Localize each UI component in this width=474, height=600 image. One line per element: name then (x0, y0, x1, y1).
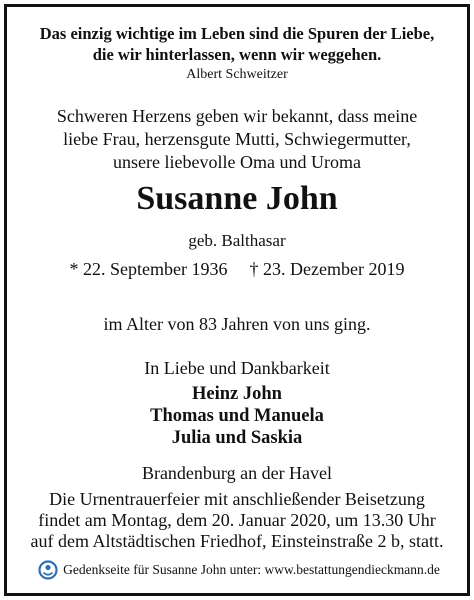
announcement-line-1: Schweren Herzens geben wir bekannt, dass meine (56, 106, 418, 126)
deceased-name: Susanne John (136, 180, 338, 217)
announcement-text (7, 105, 467, 174)
funeral-details (7, 489, 467, 552)
birth-name: geb. Balthasar (188, 231, 286, 250)
age-statement: im Alter von 83 Jahren von uns ging. (103, 314, 371, 334)
memorial-site-logo-icon (38, 560, 58, 580)
funeral-line-3: auf dem Altstädtischen Friedhof, Einsteinstraße 2 b, statt. (30, 531, 444, 551)
mourners-block (7, 357, 467, 449)
mourner-name: Thomas und Manuela (150, 406, 324, 426)
quote-block (7, 23, 467, 84)
mourner-name: Heinz John (192, 384, 282, 404)
mourner-name: Julia und Saskia (171, 428, 303, 448)
memorial-page-footer (17, 558, 461, 582)
quote-line-1: Das einzig wichtige im Leben sind die Spuren der Liebe, (39, 24, 435, 43)
announcement-line-2: liebe Frau, herzensgute Mutti, Schwiegermutter, (63, 129, 411, 149)
announcement-line-3: unsere liebevolle Oma und Uroma (113, 152, 361, 172)
life-dates (7, 258, 467, 281)
memorial-page-link[interactable]: Gedenkseite für Susanne John unter: www.bestattungendieckmann.de (63, 562, 440, 577)
mourners-intro: In Liebe und Dankbarkeit (144, 358, 330, 378)
quote-line-2: die wir hinterlassen, wenn wir weggehen. (92, 45, 382, 64)
quote-author: Albert Schweitzer (186, 67, 288, 82)
funeral-line-2: findet am Montag, dem 20. Januar 2020, um 13.30 Uhr (38, 510, 436, 530)
death-date: † 23. Dezember 2019 (249, 259, 405, 279)
birth-date: * 22. September 1936 (69, 259, 228, 279)
location: Brandenburg an der Havel (141, 463, 333, 483)
funeral-line-1: Die Urnentrauerfeier mit anschließender Beisetzung (49, 489, 425, 509)
obituary-notice (4, 4, 470, 596)
mourner-names (7, 383, 467, 449)
